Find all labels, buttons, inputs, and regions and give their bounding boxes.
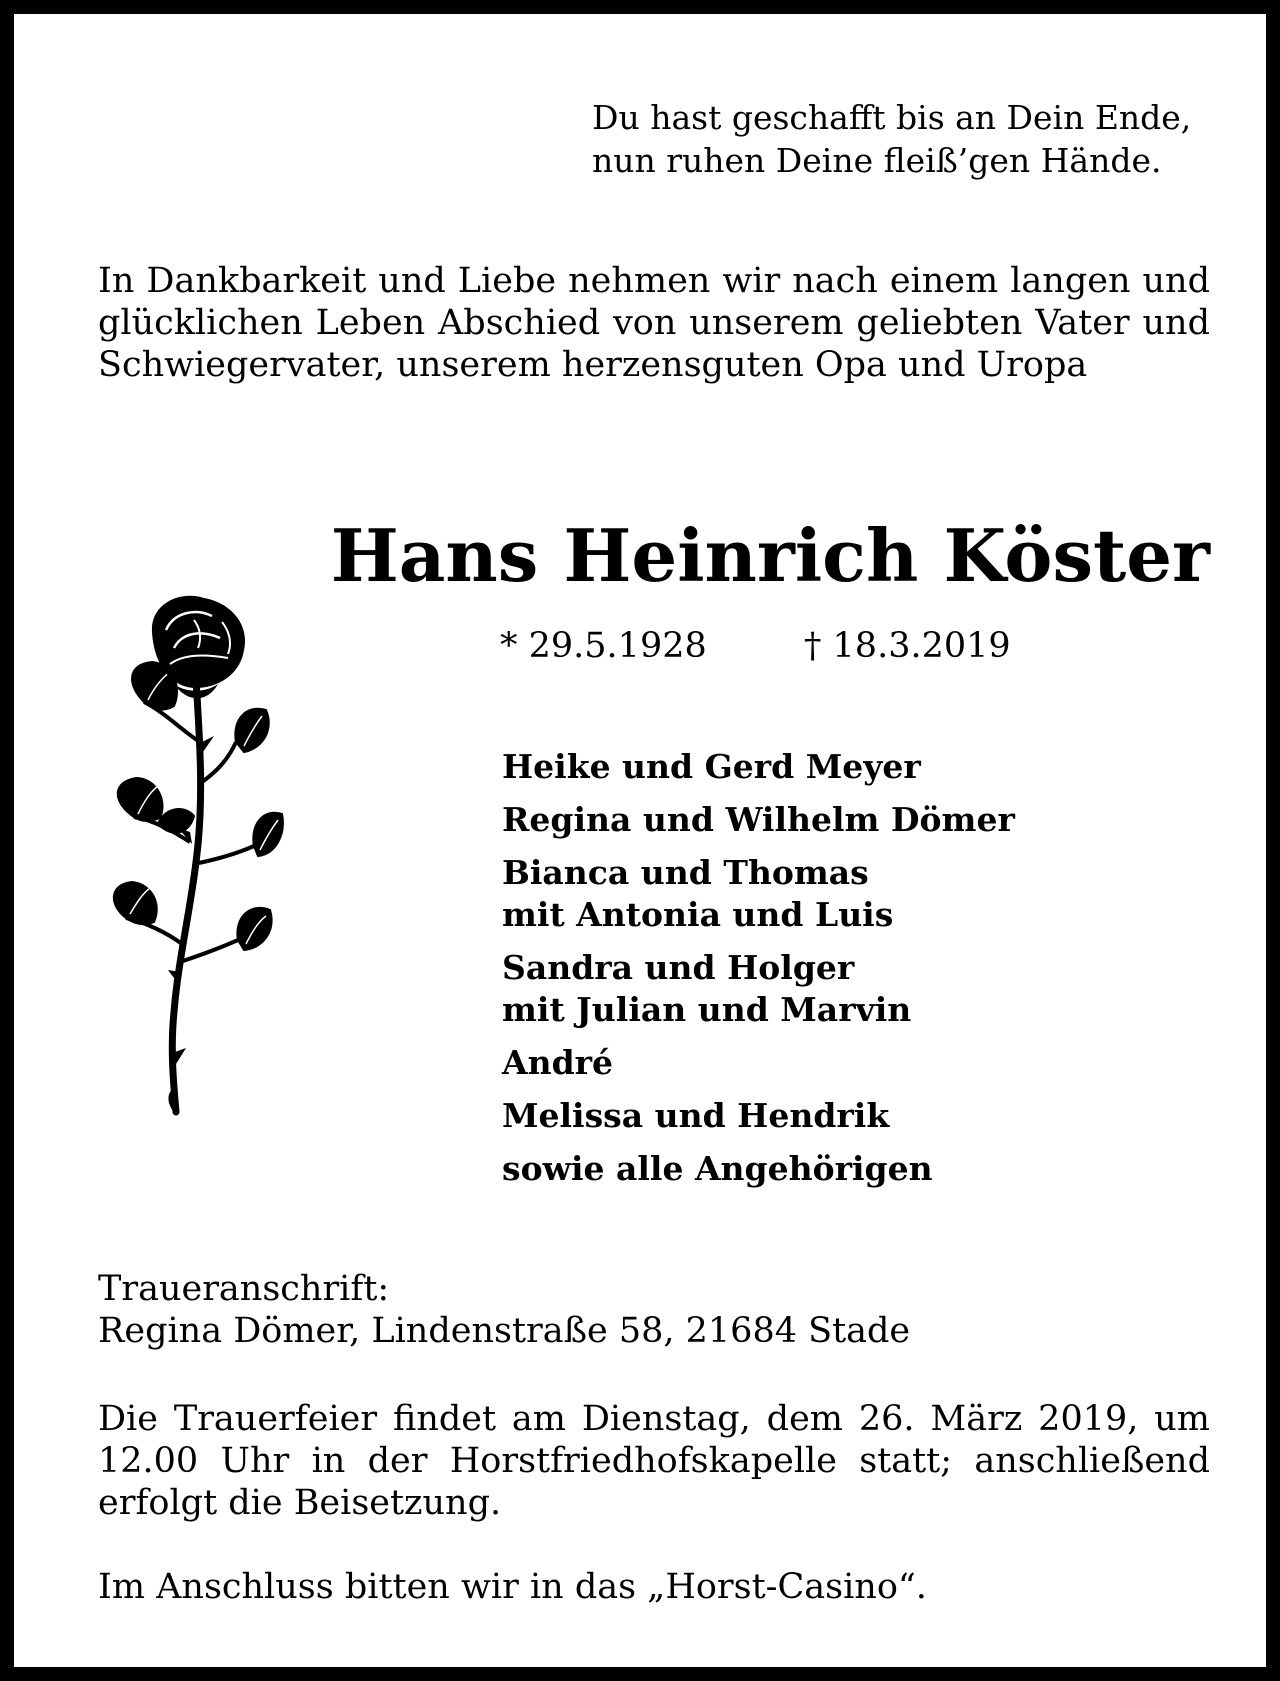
mourner-entry: [502, 1148, 1062, 1190]
motto-verse: [592, 96, 1212, 182]
death-date: † 18.3.2019: [803, 626, 1011, 666]
mourners-list: [502, 746, 1062, 1201]
mourner-line: sowie alle Angehörigen: [502, 1149, 933, 1188]
birth-date: * 29.5.1928: [500, 626, 707, 666]
motto-line-1: Du hast geschafft bis an Dein Ende,: [592, 98, 1192, 137]
mourner-line: Melissa und Hendrik: [502, 1096, 890, 1135]
mourner-line: Sandra und Holger: [502, 948, 855, 987]
mourner-entry: [502, 746, 1062, 788]
rose-icon: [104, 592, 284, 1122]
motto-line-2: nun ruhen Deine fleiß’gen Hände.: [592, 141, 1162, 180]
mourner-line: Regina und Wilhelm Dömer: [502, 800, 1015, 839]
life-dates: [500, 624, 1011, 668]
service-paragraph: Die Trauerfeier findet am Dienstag, dem 26. März 2019, um 12.00 Uhr in der Horstfriedhofskapelle statt; anschließend erfolgt die Beisetzung.: [98, 1399, 1210, 1523]
mourner-entry: [502, 1095, 1062, 1137]
address-value: Regina Dömer, Lindenstraße 58, 21684 Stade: [98, 1311, 911, 1351]
mourner-line: Bianca und Thomas: [502, 853, 869, 892]
mourning-address: [98, 1268, 1210, 1352]
intro-paragraph: In Dankbarkeit und Liebe nehmen wir nach einem langen und glücklichen Leben Abschied von unserem geliebten Vater und Schwiegervater, unserem herzensguten Opa und Uropa: [98, 261, 1210, 385]
mourner-entry: [502, 1042, 1062, 1084]
deceased-name: Hans Heinrich Köster: [330, 513, 1210, 598]
mourner-line: Heike und Gerd Meyer: [502, 747, 921, 786]
mourner-entry: [502, 852, 1062, 936]
mourner-line: André: [502, 1043, 614, 1082]
closing-note: Im Anschluss bitten wir in das „Horst-Casino“.: [98, 1567, 927, 1607]
mourner-line: mit Julian und Marvin: [502, 990, 912, 1029]
mourner-entry: [502, 799, 1062, 841]
address-label: Traueranschrift:: [98, 1269, 390, 1309]
mourner-line: mit Antonia und Luis: [502, 895, 894, 934]
mourner-entry: [502, 947, 1062, 1031]
